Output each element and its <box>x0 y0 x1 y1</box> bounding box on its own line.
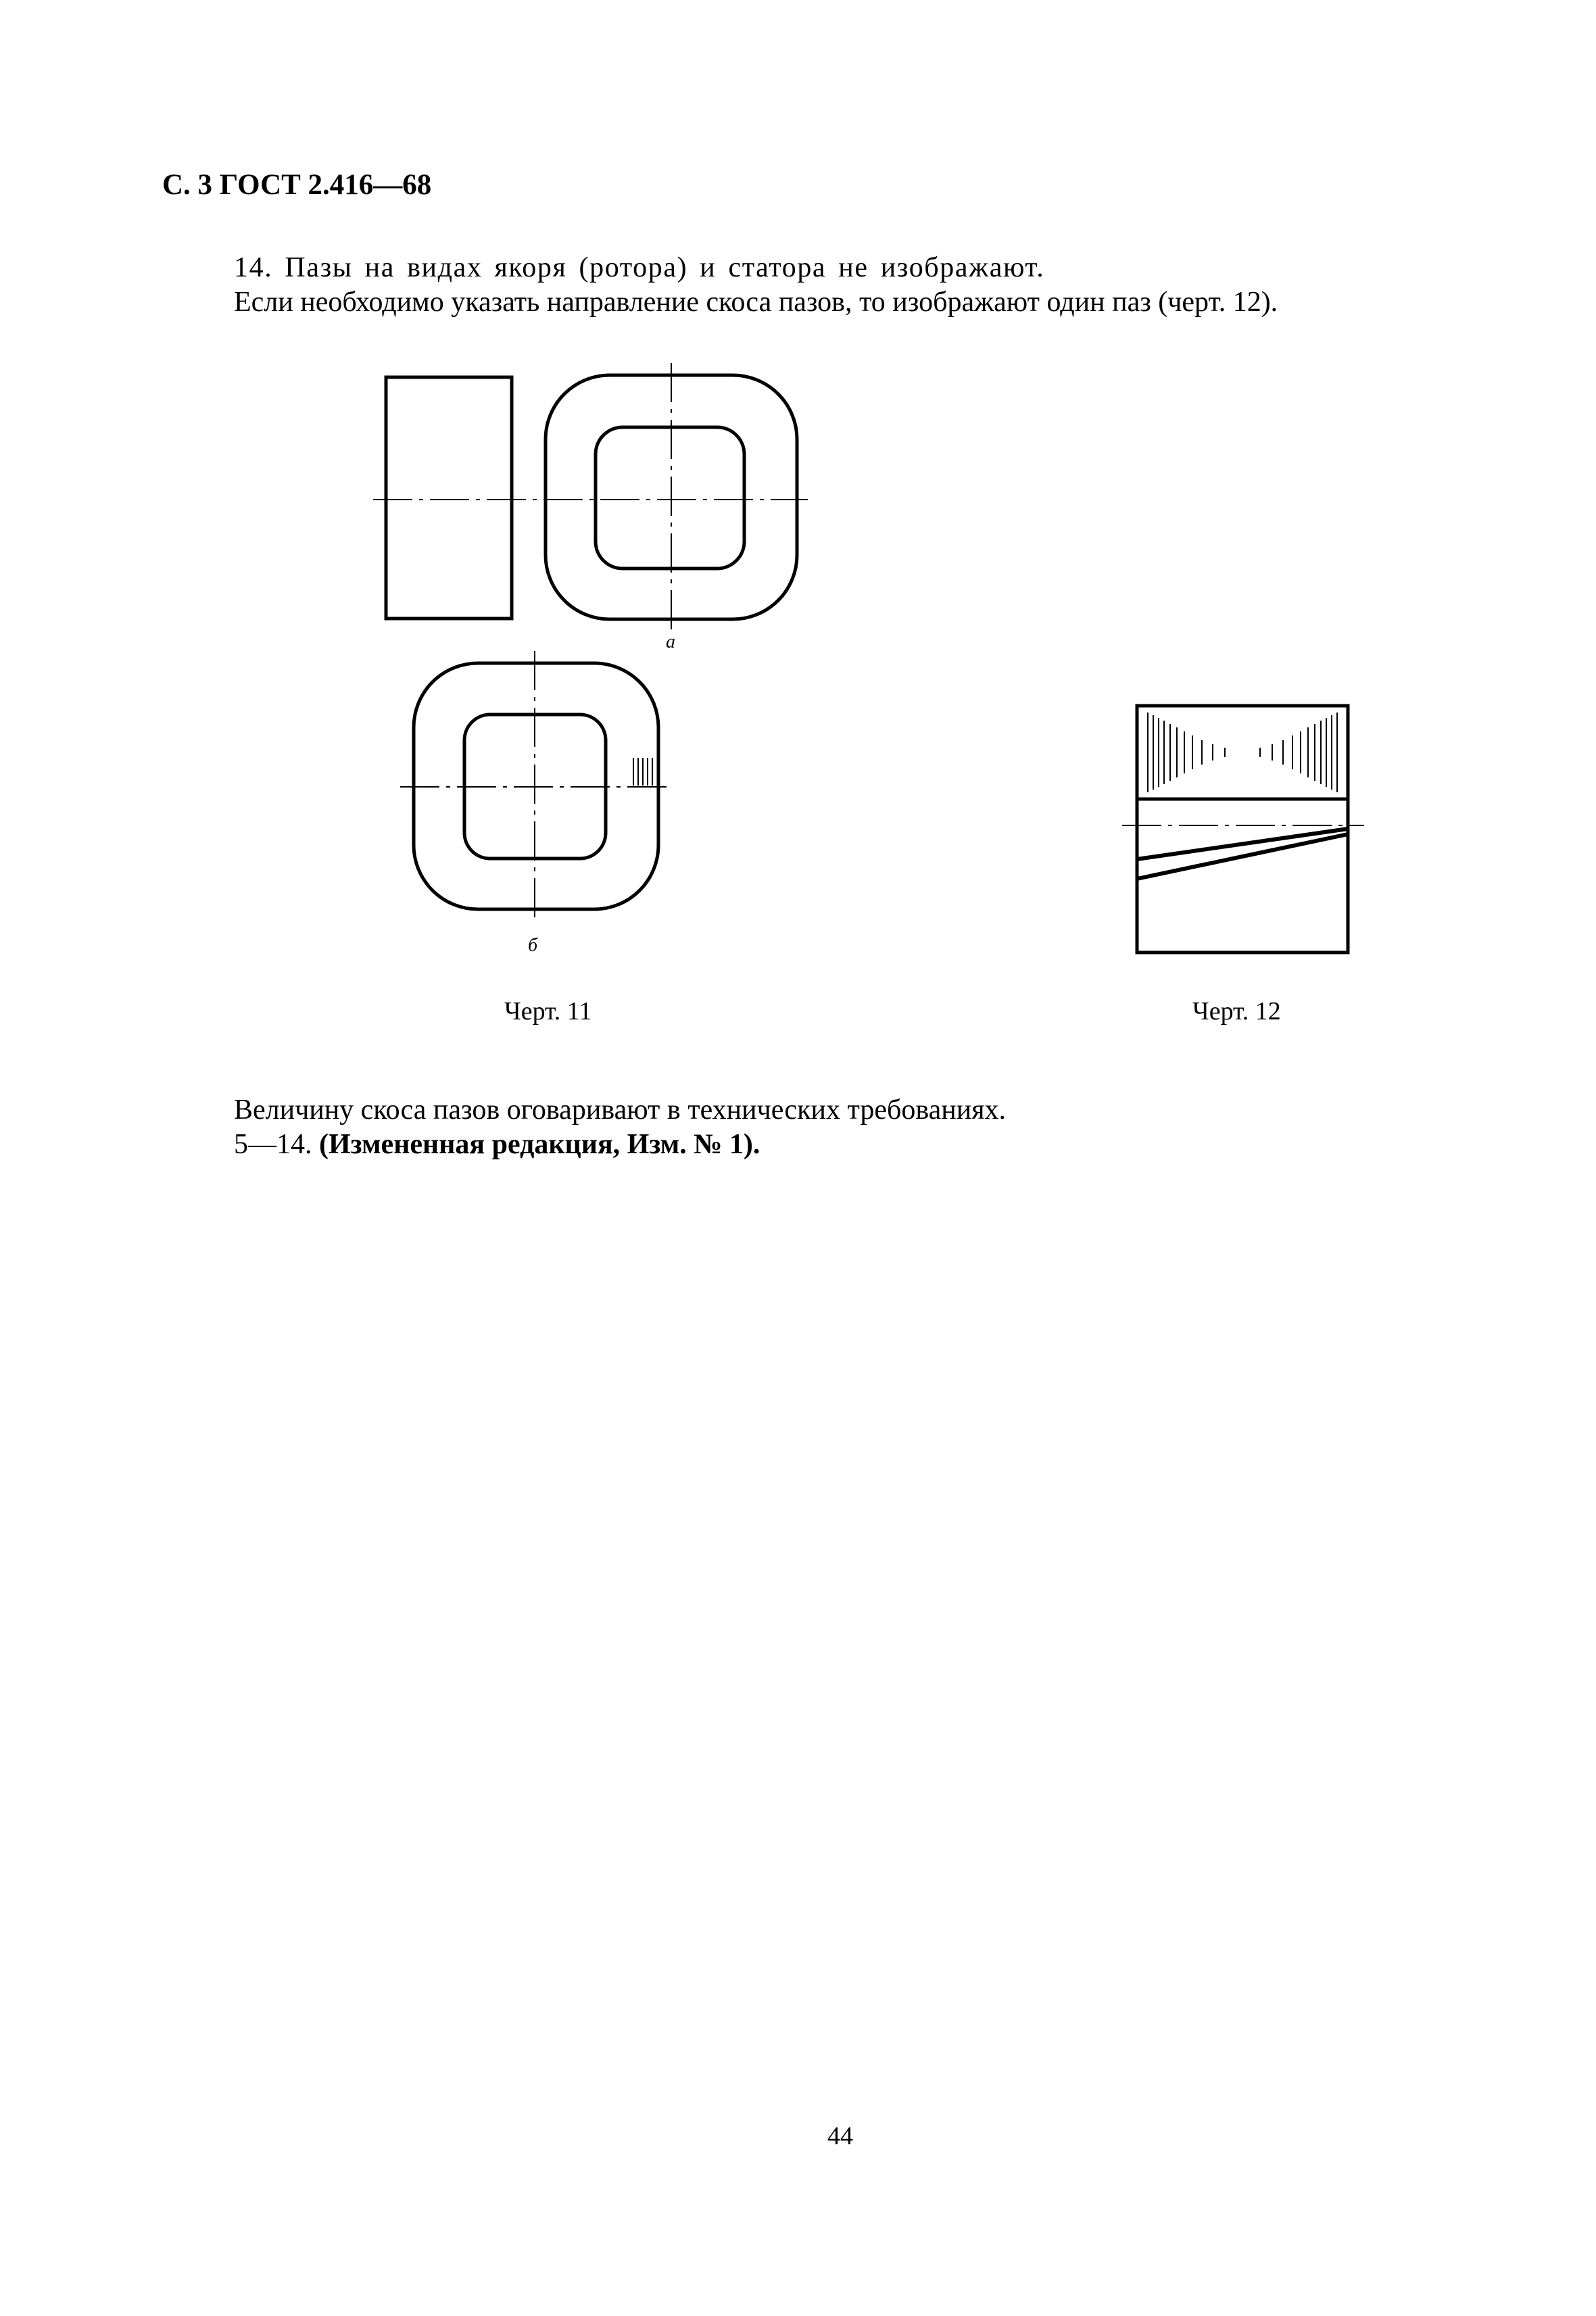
paragraph-skew-value: Величину скоса пазов оговаривают в технических требованиях. <box>234 1094 1007 1126</box>
drawing11-a-inner-contour <box>596 427 744 569</box>
caption-drawing-11: Черт. 11 <box>504 997 592 1026</box>
drawing11-label-b: б <box>528 935 538 956</box>
drawing11-b-slot-hatching <box>633 758 652 786</box>
paragraph-slot-direction: Если необходимо указать направление скоса пазов, то изображают один паз (черт. 12). <box>234 287 1278 318</box>
header-standard: ГОСТ 2.416—68 <box>219 169 432 201</box>
amendment-note: (Измененная редакция, Изм. № 1). <box>319 1129 760 1160</box>
drawing11-a-side-view <box>386 377 512 619</box>
page-number: 44 <box>827 2122 853 2150</box>
caption-drawing-12: Черт. 12 <box>1192 997 1281 1026</box>
paragraph-item-14: 14. Пазы на видах якоря (ротора) и статора не изображают. <box>234 252 1045 283</box>
drawing11-label-a: а <box>666 631 675 652</box>
amendment-prefix: 5—14. <box>234 1129 312 1160</box>
drawing12-outer-frame <box>1137 706 1348 952</box>
paragraph-amendment <box>234 1128 760 1161</box>
drawing12-cylinder-shading <box>1148 713 1337 792</box>
header-section: С. 3 <box>162 169 213 201</box>
